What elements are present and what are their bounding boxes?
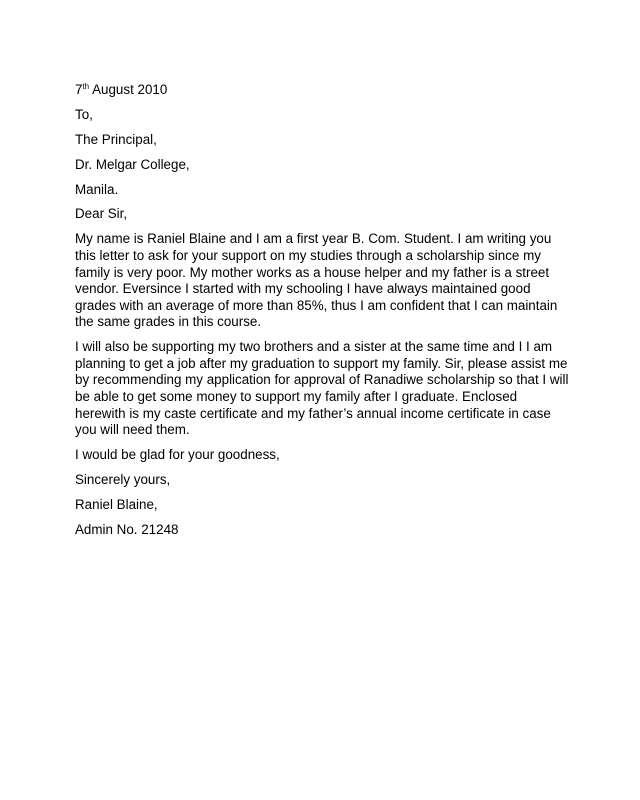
salutation: Dear Sir,: [75, 206, 128, 222]
closing: Sincerely yours,: [75, 471, 171, 487]
date-month-year: August 2010: [89, 82, 168, 97]
address-to: To,: [75, 106, 93, 122]
paragraph-thanks: I would be glad for your goodness,: [75, 447, 280, 463]
letter-body: [75, 82, 570, 547]
signature-name: Raniel Blaine,: [75, 496, 158, 512]
recipient-city: Manila.: [75, 181, 119, 197]
letter-date: [75, 82, 570, 99]
admin-number: Admin No. 21248: [75, 521, 179, 537]
date-day: 7: [75, 82, 83, 97]
paragraph-request: I will also be supporting my two brothers and a sister at the same time and I I am planning to get a job after my graduation to support my family. Sir, please assist me by recommending my application for approval of Ranadiwe scholarship so that I will be able to get some money to support my family after I graduate. Enclosed herewith is my caste certificate and my father’s annual income certificate in case you will need them.: [75, 339, 569, 438]
recipient-title: The Principal,: [75, 131, 157, 147]
date-suffix: th: [82, 82, 90, 91]
recipient-organization: Dr. Melgar College,: [75, 156, 190, 172]
paragraph-introduction: My name is Raniel Blaine and I am a first year B. Com. Student. I am writing you this letter to ask for your support on my studies through a scholarship since my family is very poor. My mother works as a house helper and my father is a street vendor. Eversince I started with my schooling I have always maintained good grades with an average of more than 85%, thus I am confident that I can maintain the same grades in this course.: [75, 231, 558, 330]
